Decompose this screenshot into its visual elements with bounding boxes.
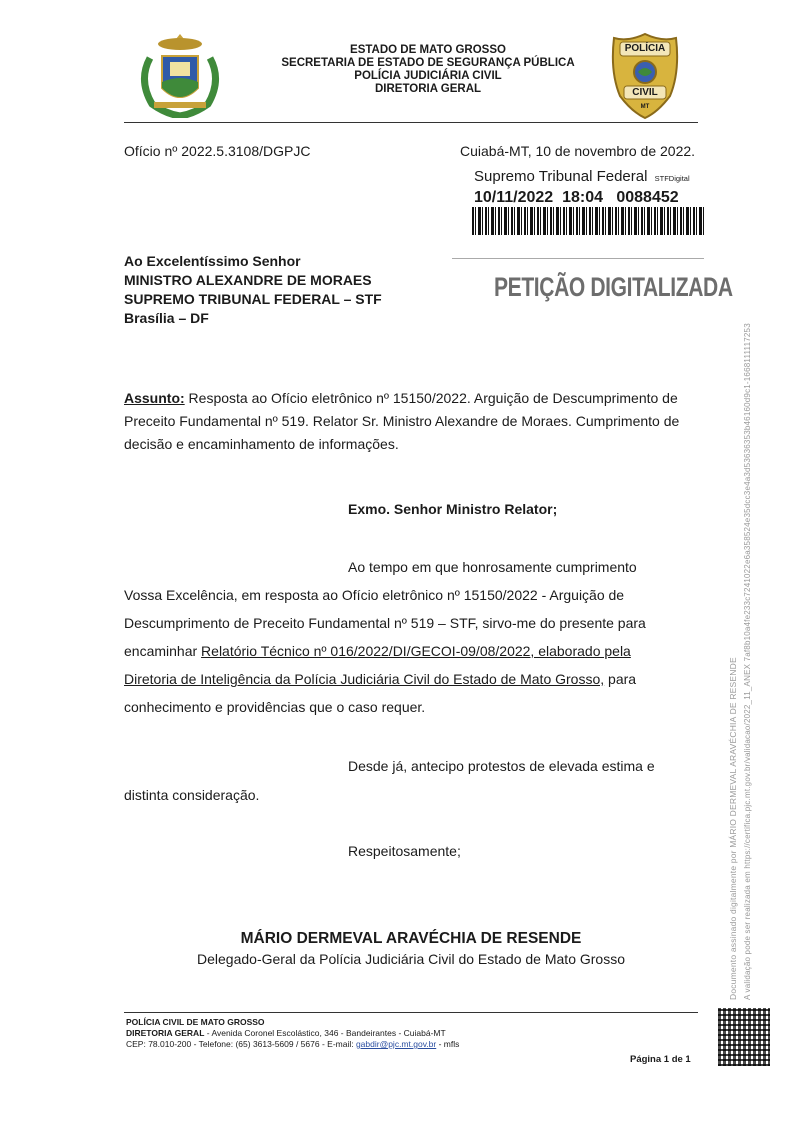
signatory-title: Delegado-Geral da Polícia Judiciária Civil do Estado de Mato Grosso: [197, 951, 625, 967]
document-date: Cuiabá-MT, 10 de novembro de 2022.: [460, 143, 696, 159]
header-rule: [124, 122, 698, 123]
body-p2-line-2: distinta consideração.: [124, 787, 260, 803]
stf-receipt-stamp: [452, 163, 704, 259]
footer-org: POLÍCIA CIVIL DE MATO GROSSO: [126, 1017, 265, 1027]
footer-contact-pre: CEP: 78.010-200 - Telefone: (65) 3613-5609 / 5676 - E-mail:: [126, 1039, 356, 1049]
stamp-court-tag: STFDigital: [654, 174, 690, 183]
state-coat-of-arms: [132, 30, 228, 118]
report-reference-link-1: Relatório Técnico nº 016/2022/DI/GECOI-09/08/2022, elaborado pela: [201, 643, 631, 659]
badge-top-text: POLÍCIA: [624, 43, 666, 54]
footer-contact: [126, 1039, 606, 1050]
police-badge: [610, 32, 680, 120]
stamp-court-name: Supremo Tribunal Federal: [474, 168, 648, 185]
addressee-name: MINISTRO ALEXANDRE DE MORAES: [124, 272, 372, 288]
addressee-salutation: Ao Excelentíssimo Senhor: [124, 253, 301, 269]
letterhead: [250, 44, 606, 96]
badge-state-text: MT: [640, 104, 650, 110]
body-p1-line-1: Ao tempo em que honrosamente cumprimento: [348, 559, 637, 575]
letterhead-directorate: DIRETORIA GERAL: [374, 83, 482, 95]
subject-label: Assunto:: [124, 390, 185, 406]
stamp-rule: [452, 258, 704, 259]
body-p1-line-5: [124, 671, 636, 687]
body-p1-line-3: Descumprimento de Preceito Fundamental nº 519 – STF, sirvo-me do presente para: [124, 615, 646, 631]
subject-line-2: Preceito Fundamental nº 519. Relator Sr. Ministro Alexandre de Moraes. Cumprimento de: [124, 413, 680, 429]
body-p1-line-4-pre: encaminhar: [124, 643, 202, 659]
validation-qr-code[interactable]: [718, 1008, 770, 1066]
subject-line-3: decisão e encaminhamento de informações.: [124, 436, 399, 452]
footer-address: [126, 1028, 606, 1039]
digitized-petition-stamp: PETIÇÃO DIGITALIZADA: [494, 272, 733, 302]
badge-bottom-text: CIVIL: [632, 87, 658, 98]
page-number: Página 1 de 1: [630, 1054, 691, 1065]
closing: Respeitosamente;: [348, 843, 461, 859]
subject-text-1: Resposta ao Ofício eletrônico nº 15150/2022. Arguição de Descumprimento de: [184, 390, 678, 406]
addressee-city: Brasília – DF: [124, 310, 209, 326]
stamp-timestamp: 10/11/2022 18:04 0088452: [474, 189, 679, 206]
report-reference-link-2: Diretoria de Inteligência da Polícia Judiciária Civil do Estado de Mato Grosso,: [124, 671, 605, 687]
salutation: Exmo. Senhor Ministro Relator;: [348, 501, 558, 517]
letterhead-police: POLÍCIA JUDICIÁRIA CIVIL: [354, 70, 502, 82]
stamp-court: [474, 168, 690, 185]
digital-signature-note-line-1: Documento assinado digitalmente por MÁRIO DERMEVAL ARAVÉCHIA DE RESENDE: [728, 657, 738, 1000]
footer-dept-label: DIRETORIA GERAL: [126, 1028, 205, 1038]
body-p1-line-2: Vossa Excelência, em resposta ao Ofício eletrônico nº 15150/2022 - Arguição de: [124, 587, 625, 603]
footer-contact-post: - mfls: [436, 1039, 460, 1049]
letterhead-state: ESTADO DE MATO GROSSO: [350, 44, 506, 56]
footer-email-link[interactable]: gabdir@pjc.mt.gov.br: [355, 1039, 437, 1049]
body-p1-line-6: conhecimento e providências que o caso requer.: [124, 699, 426, 715]
body-p1-line-4: [124, 643, 631, 659]
footer-rule: [124, 1012, 698, 1013]
footer: [126, 1017, 606, 1050]
body-p1-line-5-post: para: [604, 671, 637, 687]
subject-line-1: [124, 390, 678, 406]
addressee-court: SUPREMO TRIBUNAL FEDERAL – STF: [124, 291, 382, 307]
body-p2-line-1: Desde já, antecipo protestos de elevada estima e: [348, 758, 655, 774]
letterhead-secretariat: SECRETARIA DE ESTADO DE SEGURANÇA PÚBLICA: [281, 57, 575, 69]
footer-dept-address: - Avenida Coronel Escolástico, 346 - Bandeirantes - Cuiabá-MT: [204, 1028, 446, 1038]
oficio-number: Ofício nº 2022.5.3108/DGPJC: [124, 143, 311, 159]
signatory-name: MÁRIO DERMEVAL ARAVÉCHIA DE RESENDE: [240, 930, 582, 947]
stamp-barcode: [472, 207, 704, 235]
digital-signature-note-line-2: A validação pode ser realizada em https://certifica.pjc.mt.gov.br/validacao/2022_11_ANEX 7af8b10a4fe233c7241022e6a358524e35dcc3e4a3d53636353b46160d9c1-1668111117253: [743, 323, 752, 1000]
